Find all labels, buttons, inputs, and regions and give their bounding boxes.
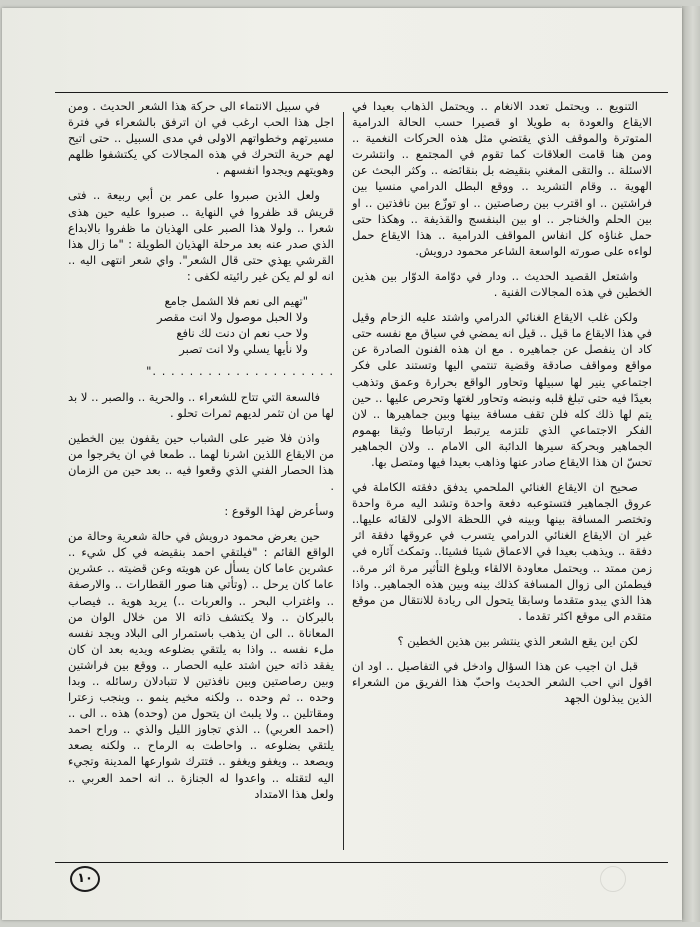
verse-ellipsis: . . . . . . . . . . . . . . . . . . . .": [146, 364, 334, 379]
left-paragraph-4: واذن فلا ضير على الشباب حين يقفون بين الخطين من الايقاع اللذين اشرنا لهما .. طمعا في ان يخرجوا من هذا الحصار الفني الذي وقعوا فيه .. بعد حين من الزمان .: [68, 430, 334, 493]
poem-verse: [68, 293, 334, 357]
verse-line: ولا حب نعم ان دنت لك نافع: [176, 326, 308, 341]
show-through-mark: [600, 866, 626, 892]
right-paragraph-5: لكن اين يقع الشعر الذي ينتشر بين هذين الخطين ؟: [397, 633, 638, 648]
verse-line: ولا الحبل موصول ولا انت مقصر: [157, 310, 308, 325]
page-edge: [682, 6, 700, 922]
left-paragraph-2: ولعل الذين صبروا على عمر بن أبي ربيعة .. فتى قريش قد ظفروا في النهاية .. صبروا عليه حين هذى شعرا .. ولولا هذا الصبر على الهذيان ما ظفروا بالابداع الذي صدر عنه بعد مرحلة الهذيان الطويلة : "ما زال هذا القرشي يهذي حتى قال الشعر". واي شعر انتهى اليه .. انه لو لم يكن غير رائيته لكفى :: [68, 188, 334, 283]
page-number: ١٠: [70, 866, 100, 892]
verse-line: "تهيم الى نعم فلا الشمل جامع: [164, 294, 308, 309]
right-paragraph-3: ولكن غلب الايقاع الغنائي الدرامي واشتد عليه الزحام وقيل في هذا الايقاع ما قيل .. قيل انه يمضي في سياق مع نفسه حتى كاد ان ينفصل عن جماهيره . مع ان هذه الفنون الصادرة عن مواقع ومواقف صادقة وقضية تنتمي اليها وتستند على فكر اجتماعي ينير لها سبيلها وتحاور الواقع بحرارة وعمق وتذهب بعيدًا فيه حتى تبلغ قلبه ونبضه وتحاور لغتها وتحرص عليها .. حين يتم لها ذلك كله فلن تقف مسافة بينها وبين جماهيرها .. لان الفكر الاجتماعي الذي تلتزمه يرتبط ارتباطا وثيقا بهموم الجماهير وبحركة سيرها الدائبة الى الامام .. ولان الجماهير تحسّ ان هذا الايقاع صادر عنها وذاهب بعيدا فيها ومتصل بها.: [352, 310, 652, 469]
right-paragraph-6: قبل ان اجيب عن هذا السؤال وادخل في التفاصيل .. اود ان اقول اني احب الشعر الحديث واحبّ هذا الفريق من الشعراء الذين يبذلون الجهد: [352, 659, 652, 706]
left-paragraph-1: في سبيل الانتماء الى حركة هذا الشعر الحديث . ومن اجل هذا الحب ارغب في ان اترفق بالشعراء في فترة مسيرتهم وخطواتهم الاولى في مدى السبيل .. حتى اتيح لهم حرية التحرك في هذه المجالات كي يكتشفوا ظلهم وهويتهم ويجدوا انفسهم .: [68, 99, 334, 178]
right-column: [352, 98, 652, 715]
left-column: [68, 98, 334, 811]
right-paragraph-2: واشتعل القصيد الحديث .. ودار في دوّامة الدوّار بين هذين الخطين في هذه المجالات الفنية .: [352, 268, 652, 300]
column-divider: [343, 112, 344, 850]
left-paragraph-6: حين يعرض محمود درويش في حالة شعرية وحالة من الواقع القائم : "فيلتقي احمد بنقيضه في كل شيء .. عشرين عاما كان يسأل عن هويته وعن قضيته .. عشرين عاما كان يرحل .. (وتأتي هنا صور القطارات .. والارصفة .. واغتراب البحر .. والعربات ..) يريد هوية .. فيصاب بالبركان .. ولا يكتشف ذاته الا من خلال الوان من المعاناة .. الى ان يذهب باستمرار الى البلاد ويجد نفسه مل‌ء نفسه .. واذا به يلتقي بضلوعه ويديه بعد ان كان يفقد ذاته حين اشتد عليه الحصار .. ووقع بين فراشتين وبين رصاصتين وبين نافذتين لا تتبادلان رسائله .. وبدا وحده .. ثم وحده .. ولكنه مخيم ينمو .. وينجب زعترا ومقاتلين .. ولا يلبث ان يتحول من (وحده) هذه .. الى .. (احمد العربي) .. الذي تجاوز الليل والذي .. وراح احمد يلتقي بضلوعه .. واحاطت به الرماح .. ولكنه يصعد ويصعد .. ويغفو ويغفو .. فتترك شوارعها المدينة وتجيء اليه لتقتله .. واعدوا له الجنازة .. انه احمد العربي .. ولعل هذا الامتداد: [68, 529, 334, 801]
bottom-rule: [55, 862, 668, 863]
top-rule: [55, 92, 668, 93]
left-paragraph-5: وسأعرض لهذا الوقوع :: [224, 504, 334, 519]
right-paragraph-1: التنويع .. ويحتمل تعدد الانغام .. ويحتمل الذهاب بعيدا في الايقاع والعودة به طويلا او قصيرا حسب الحالة الدرامية المتوترة والموقف الذي يقتضي مثل هذه الحركات النغمية .. ومن هنا قامت العلاقات كما تقوم في المجتمع .. وانتشرت الاسئلة .. والتقى المغني بنقيضه بل بنقائضه .. وكثر البحث عن الهوية .. وقام التشريد .. ووقع البطل الدرامي منسيا بين فراشتين .. او اقترب بين رصاصتين .. او توزّع بين نافذتين .. او بين الحلم والخناجر .. او بين البنفسج والقذيفة .. وهكذا حتى حمل غناؤه كل انفاس المواقف الدرامية .. هذا الايقاع حمل لواءه على صورته الواسعة الشاعر محمود درويش.: [352, 99, 652, 258]
right-paragraph-4: صحيح ان الايقاع الغنائي الملحمي يدفق دفقته الكاملة في عروق الجماهير فتستوعبه دفعة واحدة وتشد اليه مرة واحدة وتختصر المسافة بينها وبينه في اللحظة الاولى لالقائه عليها.. غير ان الايقاع الغنائي الدرامي يتسرب في عروقها دفقة اثر دفقة .. ويذهب بعيدا في الاعماق شيئا فشيئا.. وتمكث آثاره في زمن ممتد .. ويحتمل معاودة الالقاء ويلوغ التأثير مرة اثر مرة.. فيطمئن الى زوال المسافة كذلك بينه وبين هذه الجماهير.. واذا هذا الذي يبدو متقدما وسابقا يتحول الى ريادة للانتقال من موقع متقدم الى موقع اكثر تقدما .: [352, 480, 652, 623]
verse-line: ولا نأيها يسلي ولا انت تصبر: [179, 342, 308, 357]
left-paragraph-3: فالسعة التي تتاح للشعراء .. والحرية .. والصبر .. لا بد لها من ان تثمر لديهم ثمرات تحلو .: [68, 389, 334, 420]
